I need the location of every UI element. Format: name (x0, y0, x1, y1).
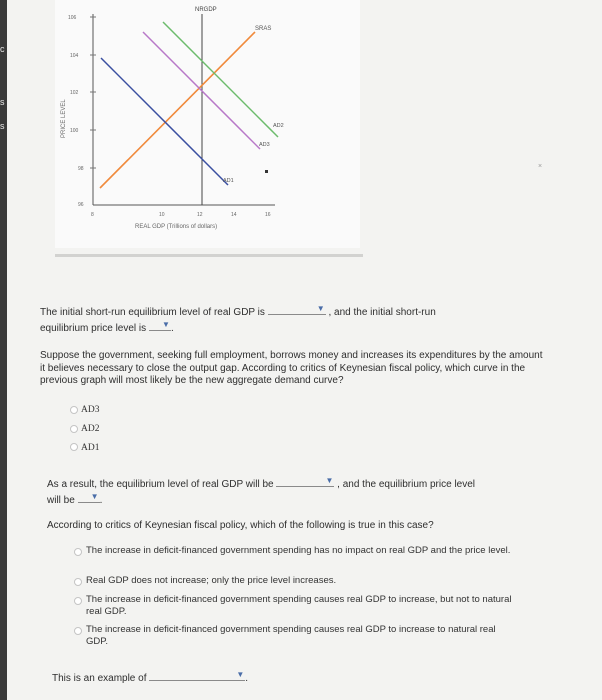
q1-text: , and the initial short-run (328, 307, 436, 318)
q1-text: equilibrium price level is (40, 322, 147, 334)
q3-price-dropdown[interactable] (78, 492, 100, 503)
dropdown-arrow-icon: ▼ (325, 476, 334, 485)
y-tick-label: 100 (70, 128, 79, 134)
q4-prompt: According to critics of Keynesian fiscal policy, which of the following is true in this case? (47, 520, 434, 531)
x-tick-label: 14 (231, 212, 237, 218)
q1-paragraph (40, 304, 560, 335)
q3-text: As a result, the equilibrium level of real GDP will be (47, 479, 274, 490)
q4-option-to-natural[interactable]: The increase in deficit-financed government spending causes real GDP to increase to natural real GDP. (86, 624, 496, 647)
q1-price-dropdown[interactable] (149, 320, 171, 331)
q3-gdp-dropdown[interactable] (276, 476, 334, 487)
graph-point-marker[interactable] (265, 170, 268, 173)
q1-gdp-dropdown[interactable] (268, 304, 326, 315)
sras-label: SRAS (255, 26, 272, 32)
q4-radio[interactable] (74, 578, 82, 586)
section-divider (55, 254, 363, 257)
strip-letter: c (0, 44, 5, 54)
dropdown-arrow-icon: ▼ (162, 319, 170, 329)
q2-radio[interactable] (70, 425, 78, 433)
ad1-label: AD1 (223, 178, 234, 184)
ad3-label: AD3 (259, 142, 270, 148)
q3-text: will be (47, 494, 75, 506)
y-axis-label: PRICE LEVEL (61, 99, 67, 138)
q3-paragraph (47, 476, 547, 507)
y-tick-label: 98 (78, 166, 84, 172)
x-tick-label: 16 (265, 212, 271, 218)
q3-text: . (99, 494, 103, 506)
left-panel-strip (0, 0, 7, 700)
q4-radio[interactable] (74, 627, 82, 635)
ad-as-graph[interactable] (55, 0, 360, 248)
dropdown-arrow-icon: ▼ (90, 491, 99, 501)
ad2-label: AD2 (273, 123, 284, 129)
y-tick-label: 96 (78, 202, 84, 208)
q2-radio[interactable] (70, 406, 78, 414)
graph-svg (55, 0, 360, 248)
q4-radio[interactable] (74, 548, 82, 556)
stray-mark: × (538, 163, 543, 170)
q2-radio[interactable] (70, 443, 78, 451)
q5-text: . (245, 673, 249, 684)
q1-text: The initial short-run equilibrium level of real GDP is (40, 307, 265, 318)
q4-option-price-only[interactable]: Real GDP does not increase; only the price level increases. (86, 575, 337, 586)
y-tick-label: 102 (70, 90, 79, 96)
q5-paragraph (52, 670, 452, 686)
x-tick-label: 12 (197, 212, 203, 218)
strip-letter: s (0, 121, 5, 131)
q2-prompt: Suppose the government, seeking full employment, borrows money and increases its expenditures by the amount it believes necessary to close the output gap. According to critics of Keynesian fiscal policy, which curve in the previous graph will most likely be the new aggregate demand curve? (40, 350, 543, 386)
strip-letter: s (0, 97, 5, 107)
dropdown-arrow-icon: ▼ (236, 670, 245, 679)
y-tick-label: 106 (68, 15, 77, 21)
nrgdp-label: NRGDP (195, 7, 217, 13)
q1-text: . (170, 322, 174, 334)
q5-text: This is an example of (52, 673, 147, 684)
q2-option-ad1[interactable]: AD1 (81, 443, 100, 453)
x-tick-label: 10 (159, 212, 165, 218)
q2-option-ad2[interactable]: AD2 (81, 424, 100, 434)
q5-example-dropdown[interactable] (149, 670, 245, 681)
x-axis-label: REAL GDP (Trillions of dollars) (135, 224, 218, 230)
q4-radio[interactable] (74, 597, 82, 605)
sras-curve[interactable] (100, 32, 255, 188)
ad1-curve[interactable] (101, 58, 228, 185)
x-tick-label: 8 (91, 212, 94, 218)
q3-text: , and the equilibrium price level (337, 479, 476, 490)
y-tick-label: 104 (70, 53, 79, 59)
dropdown-arrow-icon: ▼ (316, 304, 325, 313)
ad2-curve[interactable] (163, 22, 278, 137)
q4-option-not-natural[interactable]: The increase in deficit-financed government spending causes real GDP to increase, but not to natural real GDP. (86, 594, 512, 617)
q2-option-ad3[interactable]: AD3 (81, 405, 100, 415)
q4-option-no-impact[interactable]: The increase in deficit-financed government spending has no impact on real GDP and the price level. (86, 545, 511, 556)
